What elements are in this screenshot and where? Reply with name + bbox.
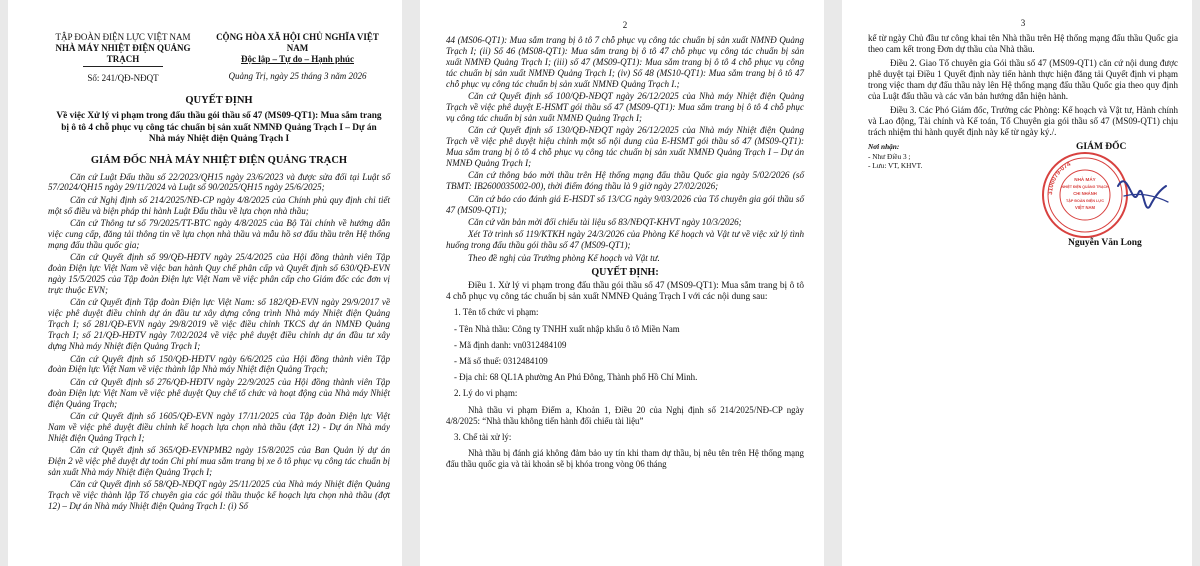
doc-title: QUYẾT ĐỊNH (185, 95, 253, 106)
basis-paragraph: Xét Tờ trình số 119/KTKH ngày 24/3/2026 của Phòng Kế hoạch và Vật tư về việc xử lý tình huống trong đấu thầu gói thầu số 47 (MS09-QT1); (446, 229, 804, 251)
basis-paragraph: Căn cứ Thông tư số 79/2025/TT-BTC ngày 4/8/2025 của Bộ Tài chính về hướng dẫn việc cung cấp, đăng tải thông tin về lựa chọn nhà thầu và mẫu hồ sơ đấu thầu trên Hệ thống mạng đấu thầu quốc gia; (48, 218, 390, 250)
list-item: - Mã số thuế: 0312484109 (454, 356, 548, 366)
article-3: Điều 3. Các Phó Giám đốc, Trưởng các Phòng: Kế hoạch và Vật tư, Hành chính và Lao động, Tài chính và Kế toán, Tổ Chuyên gia gói thầu số 47 (MS09-QT1) chịu trách nhiệm thi hành quyết định này kể từ ngày ký./. (868, 105, 1178, 137)
basis-paragraph: Căn cứ Quyết định số 150/QĐ-HĐTV ngày 6/6/2025 của Hội đồng thành viên Tập đoàn Điện lực Việt Nam về việc thành lập Nhà máy Nhiệt điện Quảng Trạch; (48, 353, 390, 375)
article-1: Điều 1. Xử lý vi phạm trong đấu thầu gói thầu số 47 (MS09-QT1): Mua sắm trang bị ô tô 4 chỗ phục vụ công tác chuẩn bị sản xuất NMNĐ Quảng Trạch I với các nội dung sau: (446, 280, 804, 303)
basis-paragraph: Căn cứ Quyết định số 130/QĐ-NĐQT ngày 26/12/2025 của Nhà máy Nhiệt điện Quảng Trạch về việc phê duyệt hiệu chỉnh một số nội dung của E-HSMT gói thầu số 47 (MS09-QT1): Mua sắm trang bị ô tô 4 chỗ phục vụ công tác chuẩn bị sản xuất NMNĐ Quảng Trạch I – Dự án NMNĐ Quảng Trạch I; (446, 125, 804, 168)
seal-number: 3100079-074 (1046, 160, 1072, 196)
basis-paragraph: Căn cứ Quyết định số 365/QĐ-EVNPMB2 ngày 15/8/2025 của Ban Quản lý dự án Điện 2 về việc phê duyệt dự toán Chi phí mua sắm trang bị xe ô tô phục vụ công tác chuẩn bị sản xuất Nhà máy Nhiệt điện Quảng Trạch I; (48, 445, 390, 478)
basis-paragraph: Căn cứ Quyết định số 99/QĐ-HĐTV ngày 25/4/2025 của Hội đồng thành viên Tập đoàn Điện lực Việt Nam về việc ban hành Quy chế phân cấp và Quyết định số 630/QĐ-EVN ngày 15/5/2025 của Tập đoàn Điện lực Việt Nam về việc phân cấp cho Giám đốc các đơn vị trực thuộc EVN; (48, 252, 390, 296)
penalty-text: Nhà thầu bị đánh giá không đảm bảo uy tín khi tham dự thầu, bị nêu tên trên Hệ thống mạng đấu thầu quốc gia và tài khoản sẽ bị khóa trong vòng 06 tháng (446, 447, 804, 469)
recipients (868, 142, 978, 252)
signature-block (868, 142, 1178, 252)
doc-subject: Về việc Xử lý vi phạm trong đấu thầu gói thầu số 47 (MS09-QT1): Mua sắm trang bị ô tô 4 chỗ phục vụ công tác chuẩn bị sản xuất NMNĐ Quảng Trạch I – Dự án Nhà máy Nhiệt điện Quảng Trạch I (56, 111, 382, 144)
page-number: 3 (1020, 18, 1026, 28)
document-page-2 (420, 0, 824, 566)
list-item: - Tên Nhà thầu: Công ty TNHH xuất nhập khẩu ô tô Miền Nam (454, 323, 680, 334)
document-page-1 (8, 0, 402, 566)
basis-continuation: 44 (MS06-QT1): Mua sắm trang bị ô tô 7 chỗ phục vụ công tác chuẩn bị sản xuất NMNĐ Quảng Trạch I; (ii) Số 46 (MS08-QT1): Mua sắm trang bị ô tô 47 chỗ phục vụ công tác chuẩn bị sản xuất NMNĐ Quảng Trạch I; (iii) số 47 (MS09-QT1): Mua sắm trang bị ô tô 4 chỗ phục vụ công tác chuẩn bị sản xuất NMNĐ Quảng Trạch I; (iv) Số 48 (MS10-QT1): Mua sắm trang bị ô tô 47 chỗ phục vụ công tác chuẩn bị sản xuất NMNĐ Quảng Trạch I.; (446, 35, 804, 89)
list-item: - Địa chỉ: 68 QL1A phường An Phú Đông, Thành phố Hồ Chí Minh. (454, 372, 698, 383)
org-top: TẬP ĐOÀN ĐIỆN LỰC VIỆT NAM (55, 32, 191, 42)
seal-line: TẬP ĐOÀN ĐIỆN LỰC (1065, 199, 1105, 203)
seal-line: NHIỆT ĐIỆN QUẢNG TRẠCH (1061, 185, 1109, 189)
basis-paragraph: Căn cứ văn bản mời đối chiếu tài liệu số 83/NĐQT-KHVT ngày 10/3/2026; (468, 217, 742, 227)
document-page-3 (842, 0, 1192, 566)
svg-text:3100079-074 (1047, 160, 1072, 195)
page-number: 2 (622, 20, 628, 30)
list-item: 2. Lý do vi phạm: (454, 388, 518, 399)
seal-line: CHI NHÁNH (1073, 191, 1097, 196)
basis-paragraph: Căn cứ Luật Đấu thầu số 22/2023/QH15 ngày 23/6/2023 và được sửa đổi tại Luật số 57/2024/QH15 ngày 29/11/2024 và Luật số 90/2025/QH15 ngày 25/6/2025; (48, 171, 390, 193)
issuing-authority: GIÁM ĐỐC NHÀ MÁY NHIỆT ĐIỆN QUẢNG TRẠCH (90, 154, 348, 166)
penalty-continuation: kể từ ngày Chủ đầu tư công khai tên Nhà thầu trên Hệ thống mạng đấu thầu Quốc gia theo cam kết trong Đơn dự thầu của Nhà thầu. (868, 33, 1178, 54)
recipient-item: - Như Điều 3 ; (868, 151, 911, 161)
basis-paragraph: Căn cứ Quyết định số 58/QĐ-NĐQT ngày 25/11/2025 của Nhà máy Nhiệt điện Quảng Trạch về việc thành lập Tổ chuyên gia các gói thầu thuộc kế hoạch lựa chọn nhà thầu (đợt 12) – Dự án Nhà máy Nhiệt điện Quảng Trạch I: (i) Số (48, 479, 390, 512)
signer (1028, 142, 1178, 252)
signer-name: Nguyễn Văn Long (1068, 238, 1142, 248)
list-item: 1. Tên tổ chức vi phạm: (454, 307, 539, 318)
seal-line: NHÀ MÁY (1074, 177, 1096, 182)
org-name: NHÀ MÁY NHIỆT ĐIỆN QUẢNG TRẠCH (55, 43, 191, 64)
basis-paragraph: Căn cứ Quyết định số 1605/QĐ-EVN ngày 17/11/2025 của Tập đoàn Điện lực Việt Nam về việc phê duyệt điều chỉnh kế hoạch lựa chọn nhà thầu (đợt 12) - Dự án Nhà máy Nhiệt điện Quảng Trạch I; (48, 411, 390, 443)
seal-line: VIỆT NAM (1074, 205, 1096, 210)
nation-name: CỘNG HÒA XÃ HỘI CHỦ NGHĨA VIỆT NAM (216, 32, 379, 53)
basis-paragraph: Căn cứ Quyết định Tập đoàn Điện lực Việt Nam: số 182/QĐ-EVN ngày 29/9/2017 về việc phê duyệt điều chỉnh dự án đầu tư xây dựng công trình Nhà máy Nhiệt điện Quảng Trạch I; số 281/QĐ-EVN ngày 29/8/2019 về việc điều chỉnh TKCS dự án NMNĐ Quảng Trạch I; số 21/QĐ-HĐTV ngày 7/02/2024 về việc phê duyệt điều chỉnh dự án đầu tư xây dựng Nhà máy Nhiệt điện Quảng Trạch I; (48, 297, 390, 352)
divider (83, 66, 163, 67)
basis-paragraph: Căn cứ Quyết định số 100/QĐ-NĐQT ngày 26/12/2025 của Nhà máy Nhiệt điện Quảng Trạch về việc phê duyệt E-HSMT gói thầu số 47 (MS09-QT1): Mua sắm trang bị ô tô 4 chỗ phục vụ công tác chuẩn bị sản xuất NMNĐ Quảng Trạch I; (446, 91, 804, 123)
list-item: - Mã định danh: vn0312484109 (454, 339, 567, 350)
basis-paragraph: Căn cứ báo cáo đánh giá E-HSDT số 13/CG ngày 9/03/2026 của Tổ chuyên gia gói thầu số 47 (MS09-QT1); (446, 193, 804, 215)
basis-paragraph: Căn cứ thông báo mời thầu trên Hệ thống mạng đấu thầu Quốc gia ngày 5/02/2026 (số TBMT: IB2600035002-00), thời điểm đóng thầu là 9 giờ ngày 27/02/2026; (446, 170, 804, 192)
doc-number: Số: 241/QĐ-NĐQT (87, 73, 159, 83)
official-seal-icon (1040, 150, 1178, 240)
basis-paragraph: Căn cứ Nghị định số 214/2025/NĐ-CP ngày 4/8/2025 của Chính phủ quy định chi tiết một số điều và biện pháp thi hành Luật Đấu thầu về lựa chọn nhà thầu; (48, 194, 390, 216)
motto: Độc lập – Tự do – Hạnh phúc (240, 54, 355, 64)
signature-stroke (1124, 194, 1168, 202)
decision-heading: QUYẾT ĐỊNH: (591, 266, 659, 278)
recipient-item: - Lưu: VT, KHVT. (868, 161, 923, 171)
document-header (48, 32, 390, 84)
basis-paragraph: Theo đề nghị của Trưởng phòng Kế hoạch và Vật tư. (468, 252, 660, 263)
list-item: 3. Chế tài xử lý: (454, 431, 512, 442)
recipients-label: Nơi nhận: (868, 142, 900, 151)
signer-title: GIÁM ĐỐC (1076, 142, 1127, 152)
place-date: Quảng Trị, ngày 25 tháng 3 năm 2026 (228, 71, 367, 81)
header-right (205, 32, 390, 84)
violation-reason: Nhà thầu vi phạm Điểm a, Khoản 1, Điều 20 của Nghị định số 214/2025/NĐ-CP ngày 4/8/2025: “Nhà thầu không tiến hành đối chiếu tài liệu” (446, 404, 804, 426)
article-2: Điều 2. Giao Tổ chuyên gia Gói thầu số 47 (MS09-QT1) căn cứ nội dung được phê duyệt tại Điều 1 Quyết định này tiến hành thực hiện đăng tải Quyết định vi phạm trong việc tham dự đấu thầu này lên Hệ thống mạng đấu thầu Quốc gia theo quy định của Luật đấu thầu và các văn bản hướng dẫn hiện hành. (868, 58, 1178, 101)
basis-paragraph: Căn cứ Quyết định số 276/QĐ-HĐTV ngày 22/9/2025 của Hội đồng thành viên Tập đoàn Điện lực Việt Nam về việc phê duyệt Quy chế tổ chức và hoạt động của Nhà máy Nhiệt điện Quảng Trạch; (48, 376, 390, 409)
header-left (48, 32, 198, 84)
